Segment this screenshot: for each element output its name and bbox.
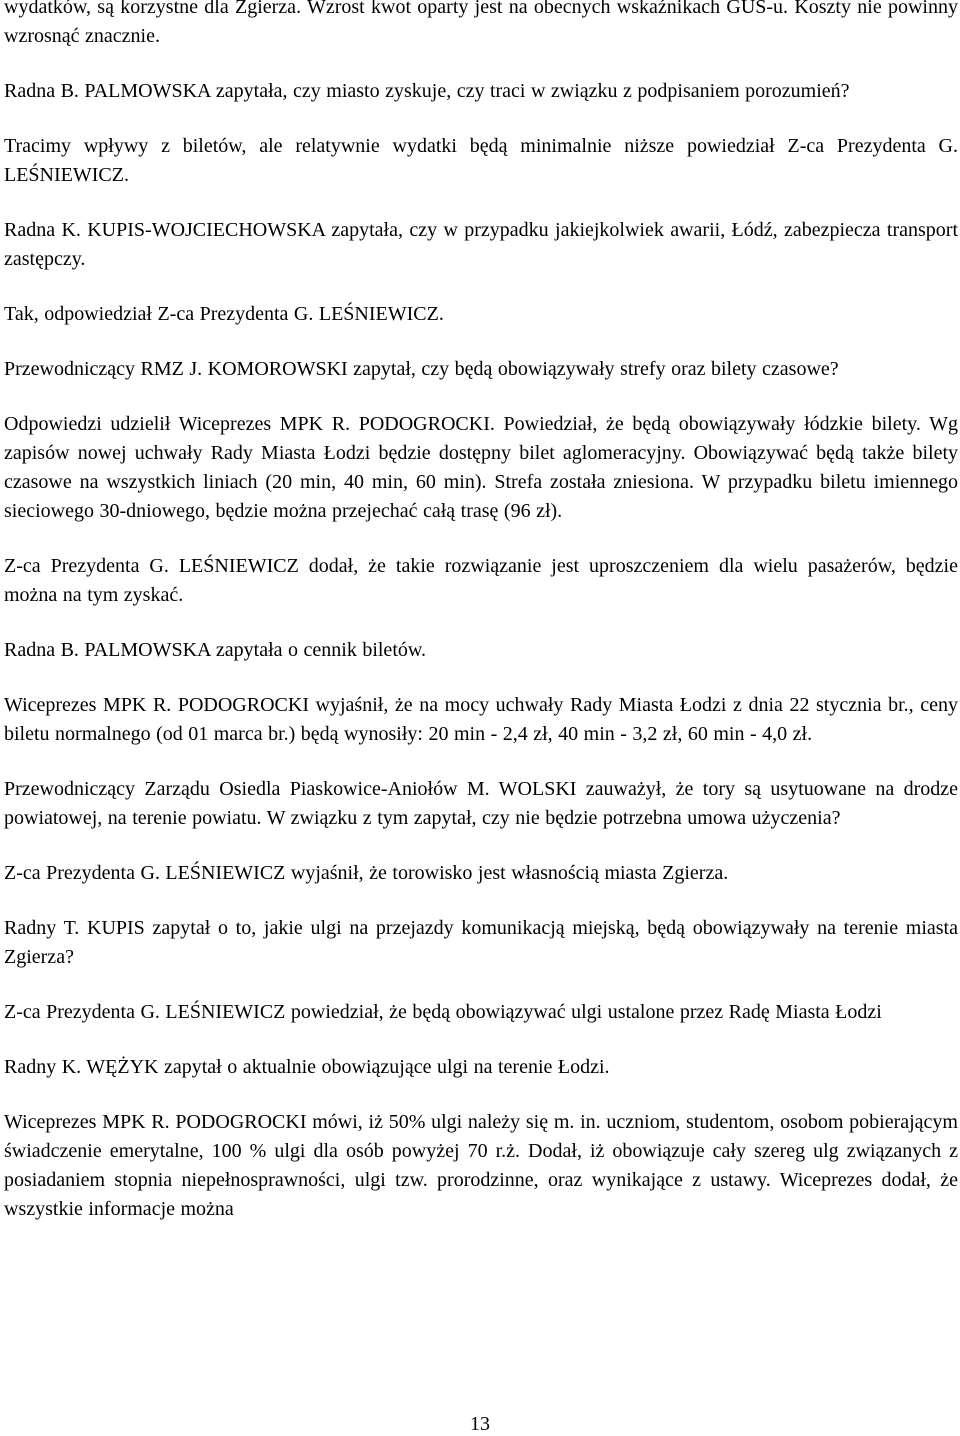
- paragraph: Radna B. PALMOWSKA zapytała, czy miasto zyskuje, czy traci w związku z podpisaniem porozumień?: [4, 80, 850, 102]
- document-body: [4, 0, 958, 1224]
- paragraph: Radny T. KUPIS zapytał o to, jakie ulgi na przejazdy komunikacją miejską, będą obowiązywały na terenie miasta Zgierza?: [4, 917, 958, 968]
- paragraph: Z-ca Prezydenta G. LEŚNIEWICZ wyjaśnił, że torowisko jest własnością miasta Zgierza.: [4, 862, 729, 884]
- paragraph: Z-ca Prezydenta G. LEŚNIEWICZ powiedział, że będą obowiązywać ulgi ustalone przez Radę Miasta Łodzi: [4, 1001, 882, 1023]
- paragraph: wydatków, są korzystne dla Zgierza. Wzrost kwot oparty jest na obecnych wskaźnikach GUS-u. Koszty nie powinny wzrosnąć znacznie.: [4, 0, 958, 47]
- paragraph: Przewodniczący Zarządu Osiedla Piaskowice-Aniołów M. WOLSKI zauważył, że tory są usytuowane na drodze powiatowej, na terenie powiatu. W związku z tym zapytał, czy nie będzie potrzebna umowa użyczenia?: [4, 778, 958, 829]
- paragraph: Przewodniczący RMZ J. KOMOROWSKI zapytał, czy będą obowiązywały strefy oraz bilety czasowe?: [4, 358, 839, 380]
- paragraph: Odpowiedzi udzielił Wiceprezes MPK R. PODOGROCKI. Powiedział, że będą obowiązywały łódzkie bilety. Wg zapisów nowej uchwały Rady Miasta Łodzi będzie dostępny bilet aglomeracyjny. Obowiązywać będą także bilety czasowe na wszystkich liniach (20 min, 40 min, 60 min). Strefa została zniesiona. W przypadku biletu imiennego sieciowego 30-dniowego, będzie można przejechać całą trasę (96 zł).: [4, 413, 958, 522]
- page-number: 13: [470, 1413, 490, 1435]
- paragraph: Tak, odpowiedział Z-ca Prezydenta G. LEŚNIEWICZ.: [4, 303, 444, 325]
- paragraph: Radna B. PALMOWSKA zapytała o cennik biletów.: [4, 639, 427, 661]
- paragraph: Wiceprezes MPK R. PODOGROCKI mówi, iż 50% ulgi należy się m. in. uczniom, studentom, osobom pobierającym świadczenie emerytalne, 100 % ulgi dla osób powyżej 70 r.ż. Dodał, iż obowiązuje cały szereg ulg związanych z posiadaniem stopnia niepełnosprawności, ulgi tzw. prorodzinne, oraz wynikające z ustawy. Wiceprezes dodał, że wszystkie informacje można: [4, 1111, 958, 1220]
- paragraph: Tracimy wpływy z biletów, ale relatywnie wydatki będą minimalnie niższe powiedział Z-ca Prezydenta G. LEŚNIEWICZ.: [4, 135, 958, 186]
- paragraph: Radny K. WĘŻYK zapytał o aktualnie obowiązujące ulgi na terenie Łodzi.: [4, 1056, 610, 1078]
- paragraph: Wiceprezes MPK R. PODOGROCKI wyjaśnił, że na mocy uchwały Rady Miasta Łodzi z dnia 22 stycznia br., ceny biletu normalnego (od 01 marca br.) będą wynosiły: 20 min - 2,4 zł, 40 min - 3,2 zł, 60 min - 4,0 zł.: [4, 694, 958, 745]
- paragraph: Radna K. KUPIS-WOJCIECHOWSKA zapytała, czy w przypadku jakiejkolwiek awarii, Łódź, zabezpiecza transport zastępczy.: [4, 219, 958, 270]
- paragraph: Z-ca Prezydenta G. LEŚNIEWICZ dodał, że takie rozwiązanie jest uproszczeniem dla wielu pasażerów, będzie można na tym zyskać.: [4, 555, 958, 606]
